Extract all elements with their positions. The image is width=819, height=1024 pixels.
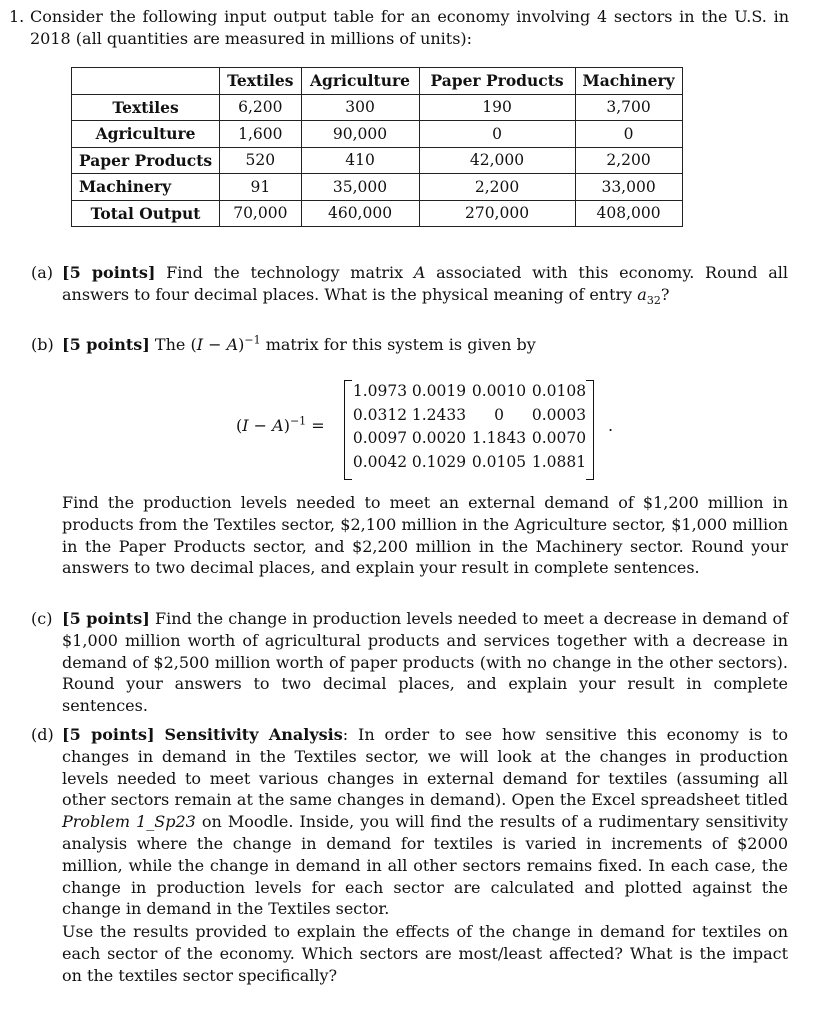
table-cell: 6,200 bbox=[220, 94, 301, 121]
text-fragment: on Moodle. Inside, you will find the results of a rudimentary sensitivity analysis where the change in demand for textiles is varied in increments of $2000 million, while the change in demand in all other sectors remains fixed. In each case, the change in production levels for each sector are calculated and plotted against the change in demand in the Textiles sector. bbox=[62, 812, 789, 919]
column-header: Paper Products bbox=[419, 68, 575, 95]
table-cell: 0 bbox=[419, 121, 575, 148]
column-header: Machinery bbox=[575, 68, 682, 95]
row-header: Agriculture bbox=[72, 121, 220, 148]
right-bracket bbox=[586, 380, 594, 480]
matrix-cell: 0.0105 bbox=[471, 452, 527, 471]
math-op: ) bbox=[283, 416, 290, 435]
input-output-table bbox=[71, 67, 683, 227]
table-cell: 410 bbox=[301, 147, 419, 174]
matrix-cell: 1.1843 bbox=[471, 429, 527, 447]
matrix-cell: 0.0042 bbox=[352, 452, 408, 471]
part-text: Find the production levels needed to meet an external demand of $1,200 million in products from the Textiles sector, $2,100 million in the Agriculture sector, $1,000 million in the Paper Products sector, and $2,200 million in the Machinery sector. Round your answers to two decimal places, and explain your result in complete sentences. bbox=[62, 493, 788, 578]
matrix-cell: 0 bbox=[494, 405, 504, 424]
math-subscript: 32 bbox=[646, 293, 661, 307]
matrix-cell: 1.0973 bbox=[352, 382, 408, 400]
part-c bbox=[31, 608, 788, 717]
matrix-cell: 0.0312 bbox=[352, 405, 408, 424]
text-fragment: : In order to see how sensitive this economy is to changes in demand in the Textiles sector, we will look at the changes in production levels needed to meet various changes in external demand for textiles (assuming all other sectors remain at the same changes in demand). Open the Excel spreadsheet titled bbox=[62, 725, 789, 810]
matrix-period: . bbox=[608, 416, 614, 435]
table-row bbox=[72, 147, 683, 174]
matrix-row bbox=[351, 382, 589, 406]
table-cell: 300 bbox=[301, 94, 419, 121]
table-cell: 190 bbox=[419, 94, 575, 121]
part-label: (d) bbox=[31, 725, 54, 744]
matrix-cell: 0.0020 bbox=[411, 429, 467, 447]
matrix-cell: 0.0070 bbox=[531, 429, 587, 447]
matrix-grid bbox=[351, 382, 589, 476]
table-cell: 2,200 bbox=[575, 147, 682, 174]
math-var: A bbox=[413, 263, 426, 282]
text-fragment: ? bbox=[660, 284, 670, 304]
text-fragment: ) bbox=[238, 335, 245, 354]
part-d-followup bbox=[31, 921, 788, 986]
table-cell: 520 bbox=[220, 147, 301, 174]
math-op: − bbox=[203, 335, 227, 354]
matrix-cell: 0.0003 bbox=[531, 405, 587, 424]
part-label: (a) bbox=[31, 263, 54, 282]
table-header-row bbox=[72, 68, 683, 95]
table-cell: 2,200 bbox=[419, 174, 575, 201]
row-header: Total Output bbox=[72, 200, 220, 227]
file-name: Problem 1_Sp23 bbox=[62, 812, 196, 832]
table-total-row bbox=[72, 200, 683, 227]
part-d bbox=[31, 724, 788, 920]
text-fragment: The ( bbox=[154, 335, 197, 354]
math-var: A bbox=[226, 335, 239, 354]
text-fragment: Find the change in production levels needed to meet a decrease in demand of $1,000 million worth of agricultural products and services together with a decrease in demand of $2,500 million worth of paper products (with no change in the other sectors). Round your answers to two decimal places, and explain your result in complete sentences. bbox=[62, 609, 788, 716]
matrix-lhs bbox=[236, 416, 325, 435]
math-superscript: −1 bbox=[244, 333, 261, 347]
column-header: Textiles bbox=[220, 68, 301, 95]
table-cell: 0 bbox=[575, 121, 682, 148]
matrix-row bbox=[351, 429, 589, 453]
table-cell: 460,000 bbox=[301, 200, 419, 227]
section-title: Sensitivity Analysis bbox=[164, 725, 343, 744]
part-label: (c) bbox=[31, 609, 53, 628]
table-row bbox=[72, 121, 683, 148]
row-header: Textiles bbox=[72, 94, 220, 121]
table-cell: 1,600 bbox=[220, 121, 301, 148]
part-text bbox=[62, 334, 788, 356]
math-superscript: −1 bbox=[289, 414, 307, 428]
table-row bbox=[72, 94, 683, 121]
matrix-cell: 0.0097 bbox=[352, 429, 408, 447]
matrix-cell: 1.2433 bbox=[411, 405, 467, 424]
table-cell: 408,000 bbox=[575, 200, 682, 227]
points-label: [5 points] bbox=[62, 335, 150, 354]
part-text bbox=[62, 724, 788, 920]
table-cell: 3,700 bbox=[575, 94, 682, 121]
matrix-cell: 1.0881 bbox=[531, 452, 587, 471]
matrix-cell: 0.1029 bbox=[411, 452, 467, 471]
table-cell: 91 bbox=[220, 174, 301, 201]
part-label: (b) bbox=[31, 335, 54, 354]
text-fragment: associated with this economy. Round all answers to four decimal places. What is the physical meaning of entry bbox=[62, 263, 789, 304]
math-var: I bbox=[242, 416, 249, 435]
points-label: [5 points] bbox=[62, 725, 155, 744]
table-cell: 70,000 bbox=[220, 200, 301, 227]
part-a bbox=[31, 262, 788, 306]
table-cell: 42,000 bbox=[419, 147, 575, 174]
table-corner-cell bbox=[72, 68, 220, 95]
math-op: = bbox=[306, 416, 325, 435]
matrix-cell: 0.0108 bbox=[531, 382, 587, 400]
text-fragment: matrix for this system is given by bbox=[260, 335, 536, 354]
text-fragment: Find the technology matrix bbox=[166, 263, 414, 282]
question-number: 1. bbox=[9, 7, 25, 26]
table-cell: 270,000 bbox=[419, 200, 575, 227]
row-header: Paper Products bbox=[72, 147, 220, 174]
question-intro: Consider the following input output table for an economy involving 4 sectors in the U.S. in 2018 (all quantities are measured in millions of units): bbox=[30, 7, 789, 48]
math-var: I bbox=[196, 335, 204, 354]
matrix-cell: 0.0019 bbox=[411, 382, 467, 400]
matrix-row bbox=[351, 406, 589, 430]
points-label: [5 points] bbox=[62, 263, 156, 282]
table-cell: 33,000 bbox=[575, 174, 682, 201]
table-cell: 90,000 bbox=[301, 121, 419, 148]
part-text: Use the results provided to explain the effects of the change in demand for textiles on each sector of the economy. Which sectors are most/least affected? What is the impact on the textiles sector specifically? bbox=[62, 922, 788, 985]
question-header bbox=[9, 6, 789, 50]
column-header: Agriculture bbox=[301, 68, 419, 95]
matrix-row bbox=[351, 453, 589, 477]
points-label: [5 points] bbox=[62, 609, 150, 628]
part-text bbox=[62, 608, 788, 717]
math-op: − bbox=[248, 416, 273, 435]
table-cell: 35,000 bbox=[301, 174, 419, 201]
part-text bbox=[62, 262, 788, 306]
part-b-followup bbox=[31, 492, 788, 579]
math-var: A bbox=[272, 416, 284, 435]
part-b bbox=[31, 334, 788, 356]
matrix-cell: 0.0010 bbox=[471, 382, 527, 400]
math-op: ( bbox=[236, 416, 243, 435]
math-var: a bbox=[637, 284, 647, 304]
row-header: Machinery bbox=[72, 174, 220, 201]
table-row bbox=[72, 174, 683, 201]
